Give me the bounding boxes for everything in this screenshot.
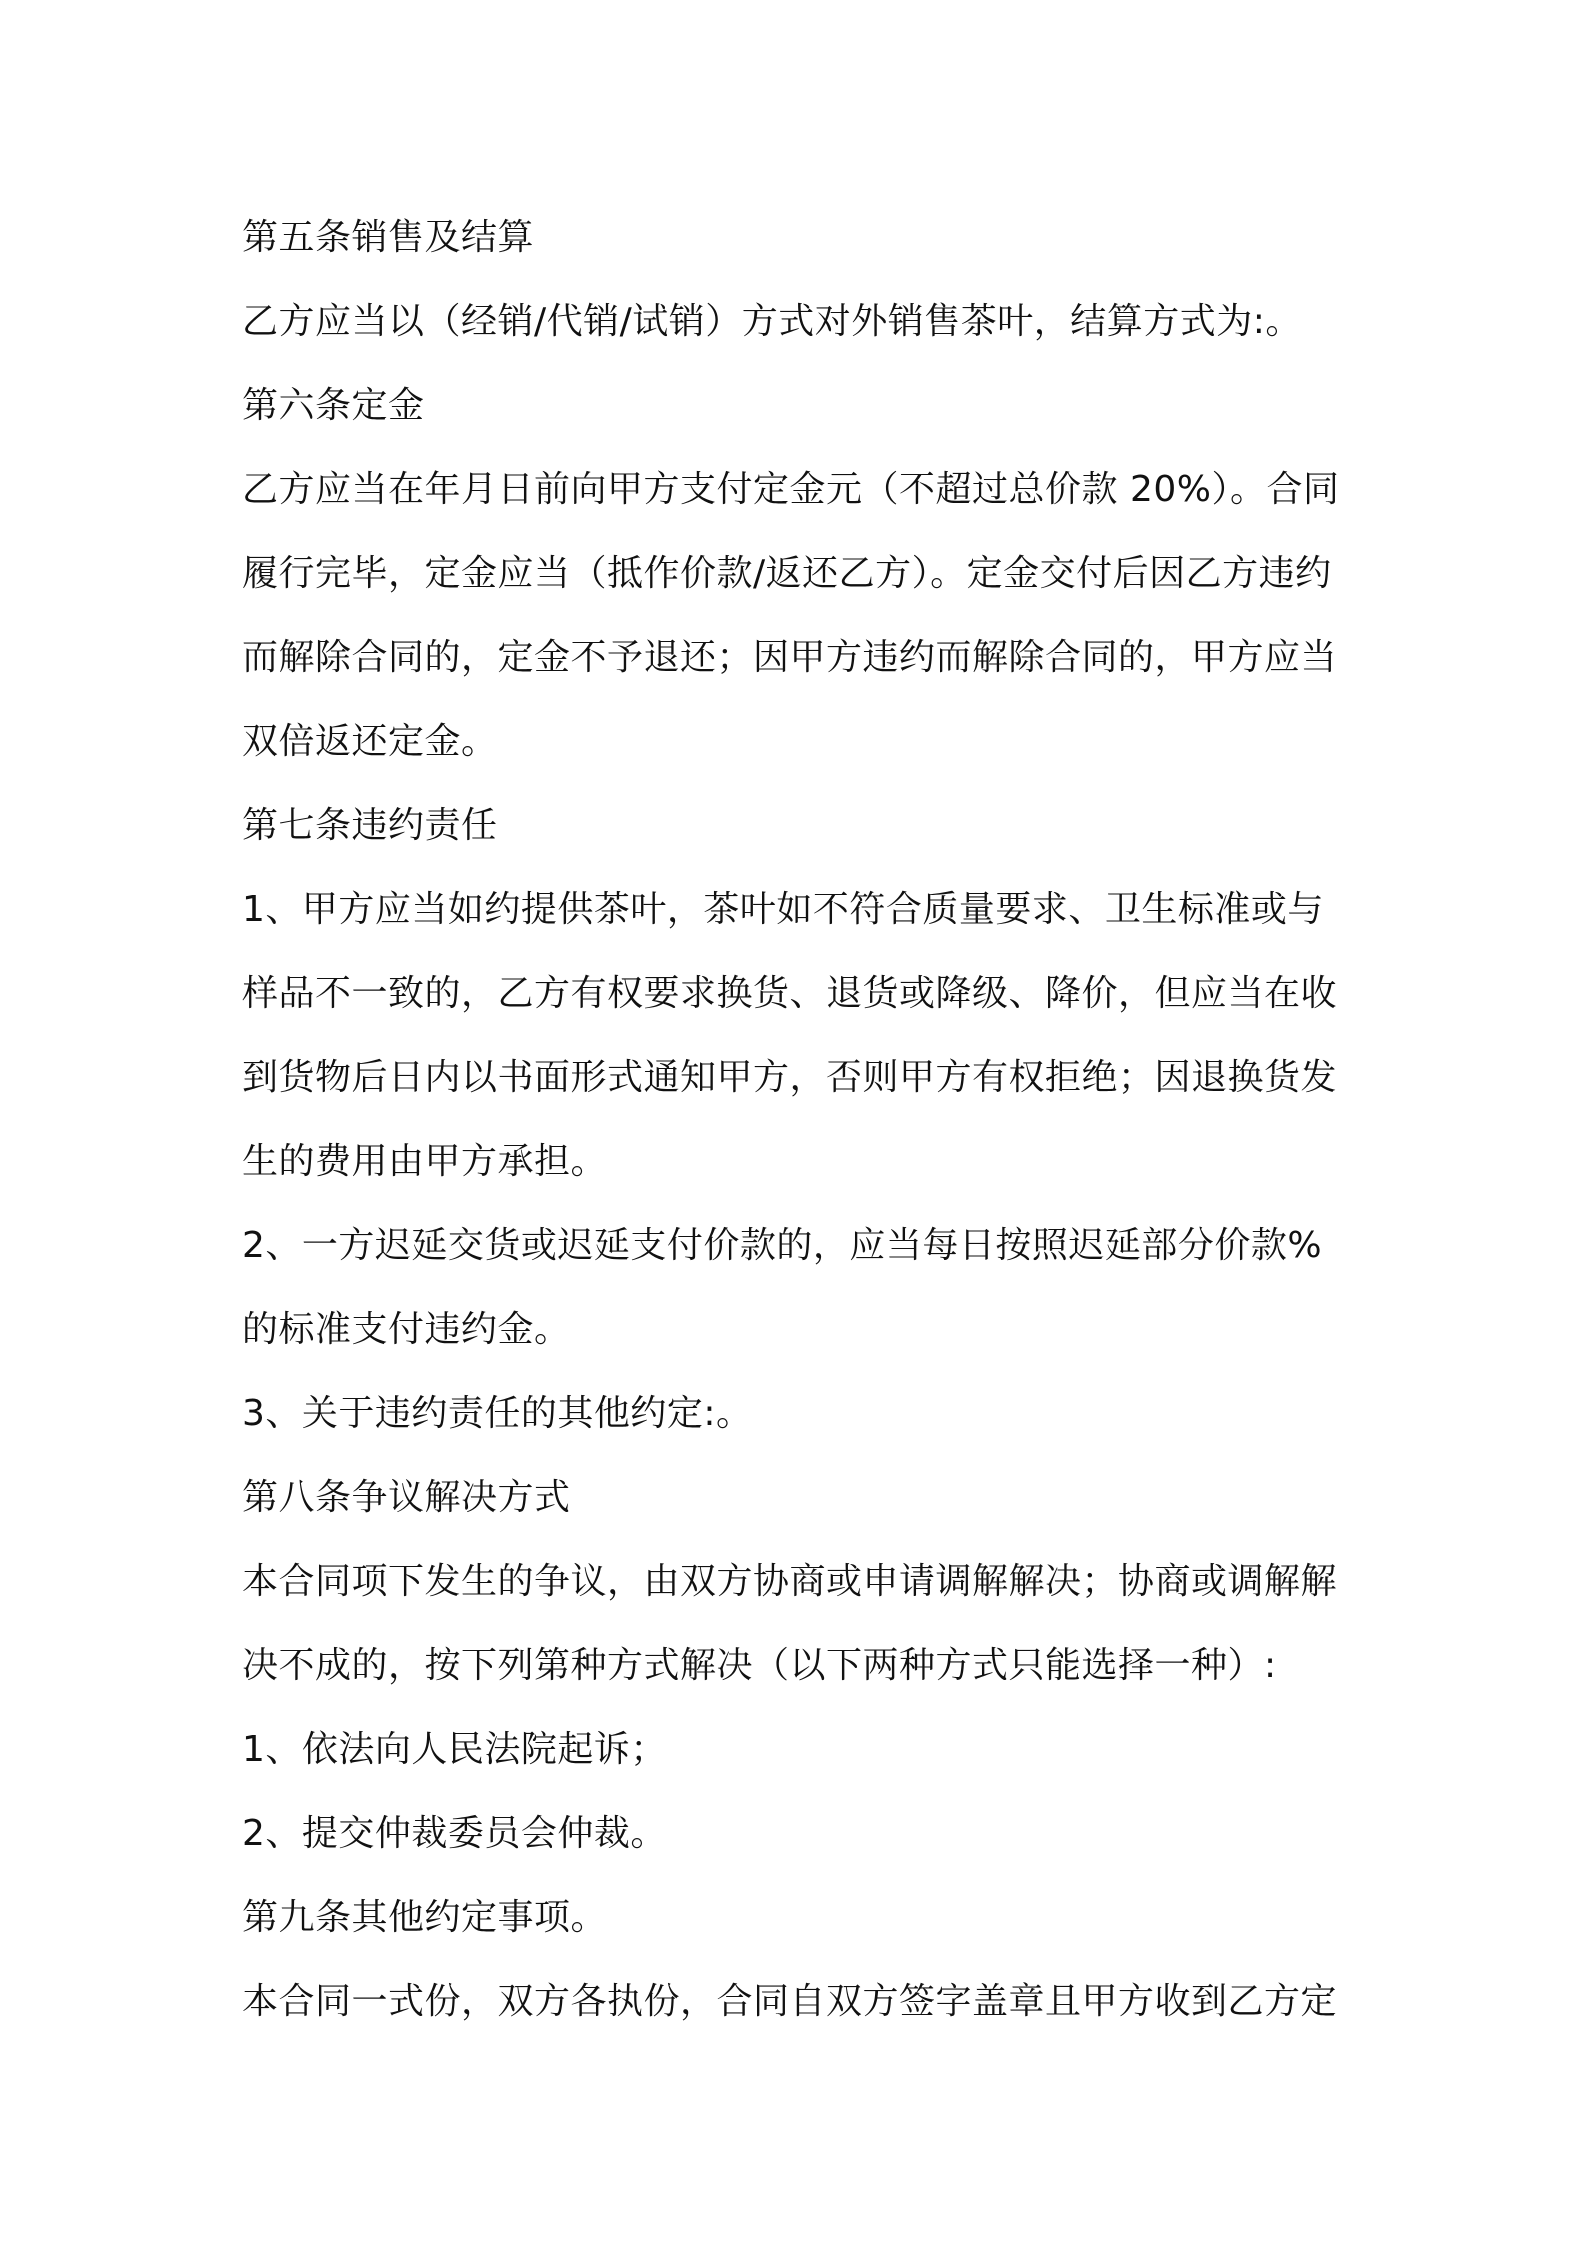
paragraph-line: 决不成的，按下列第种方式解决（以下两种方式只能选择一种）: [242,1645,1277,1686]
section-heading-article-6: 第六条定金 [242,385,425,426]
paragraph-line: 乙方应当在年月日前向甲方支付定金元（不超过总价款 20%）。合同 [242,469,1340,510]
paragraph-line: 2、提交仲裁委员会仲裁。 [242,1813,667,1854]
paragraph-line: 到货物后日内以书面形式通知甲方，否则甲方有权拒绝；因退换货发 [242,1057,1338,1098]
paragraph-line: 履行完毕，定金应当（抵作价款/返还乙方）。定金交付后因乙方违约 [242,553,1332,594]
paragraph-line: 2、一方迟延交货或迟延支付价款的，应当每日按照迟延部分价款% [242,1225,1323,1266]
paragraph-line: 本合同一式份，双方各执份，合同自双方签字盖章且甲方收到乙方定 [242,1981,1338,2022]
paragraph-line: 3、关于违约责任的其他约定:。 [242,1393,753,1434]
paragraph-line: 乙方应当以（经销/代销/试销）方式对外销售茶叶，结算方式为:。 [242,301,1302,342]
paragraph-line: 生的费用由甲方承担。 [242,1141,608,1182]
document-body [242,196,1360,2044]
paragraph-line: 本合同项下发生的争议，由双方协商或申请调解解决；协商或调解解 [242,1561,1338,1602]
section-heading-article-8: 第八条争议解决方式 [242,1477,571,1518]
paragraph-line: 1、甲方应当如约提供茶叶，茶叶如不符合质量要求、卫生标准或与 [242,889,1324,930]
section-heading-article-7: 第七条违约责任 [242,805,498,846]
section-heading-article-5: 第五条销售及结算 [242,217,535,258]
paragraph-line: 样品不一致的，乙方有权要求换货、退货或降级、降价，但应当在收 [242,973,1338,1014]
paragraph-line: 双倍返还定金。 [242,721,498,762]
section-heading-article-9: 第九条其他约定事项。 [242,1897,608,1938]
paragraph-line: 而解除合同的，定金不予退还；因甲方违约而解除合同的，甲方应当 [242,637,1338,678]
paragraph-line: 1、依法向人民法院起诉； [242,1729,667,1770]
paragraph-line: 的标准支付违约金。 [242,1309,571,1350]
